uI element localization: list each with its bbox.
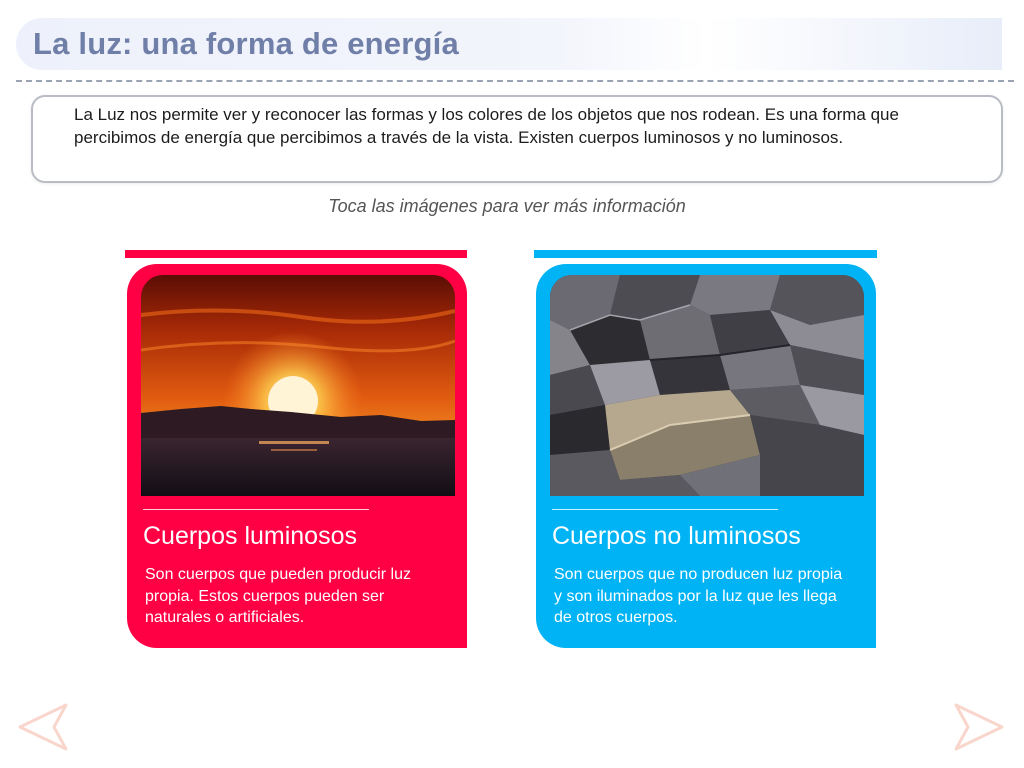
page-title: La luz: una forma de energía: [33, 26, 459, 61]
card-title: Cuerpos luminosos: [143, 522, 357, 550]
instruction-hint: Toca las imágenes para ver más información: [328, 196, 686, 216]
card-no-luminosos[interactable]: [536, 264, 876, 648]
header-divider: [16, 80, 1014, 82]
arrow-left-icon[interactable]: [16, 700, 70, 754]
card-divider: [143, 509, 369, 510]
card-luminosos-top-bar: [125, 250, 467, 258]
sunset-image[interactable]: [141, 275, 455, 496]
card-divider: [552, 509, 778, 510]
intro-text: La Luz nos permite ver y reconocer las formas y los colores de los objetos que nos rodean. Es una forma que percibimos de energía que percibimos a través de la vista. Existen cuerpos luminosos y no luminosos.: [74, 105, 899, 147]
rocks-image[interactable]: [550, 275, 864, 496]
card-no-luminosos-top-bar: [534, 250, 877, 258]
card-description: Son cuerpos que pueden producir luz propia. Estos cuerpos pueden ser naturales o artificiales.: [145, 566, 411, 626]
card-luminosos[interactable]: [127, 264, 467, 648]
card-title: Cuerpos no luminosos: [552, 522, 801, 550]
arrow-right-icon[interactable]: [952, 700, 1006, 754]
card-description: Son cuerpos que no producen luz propia y son iluminados por la luz que les llega de otros cuerpos.: [554, 566, 843, 626]
